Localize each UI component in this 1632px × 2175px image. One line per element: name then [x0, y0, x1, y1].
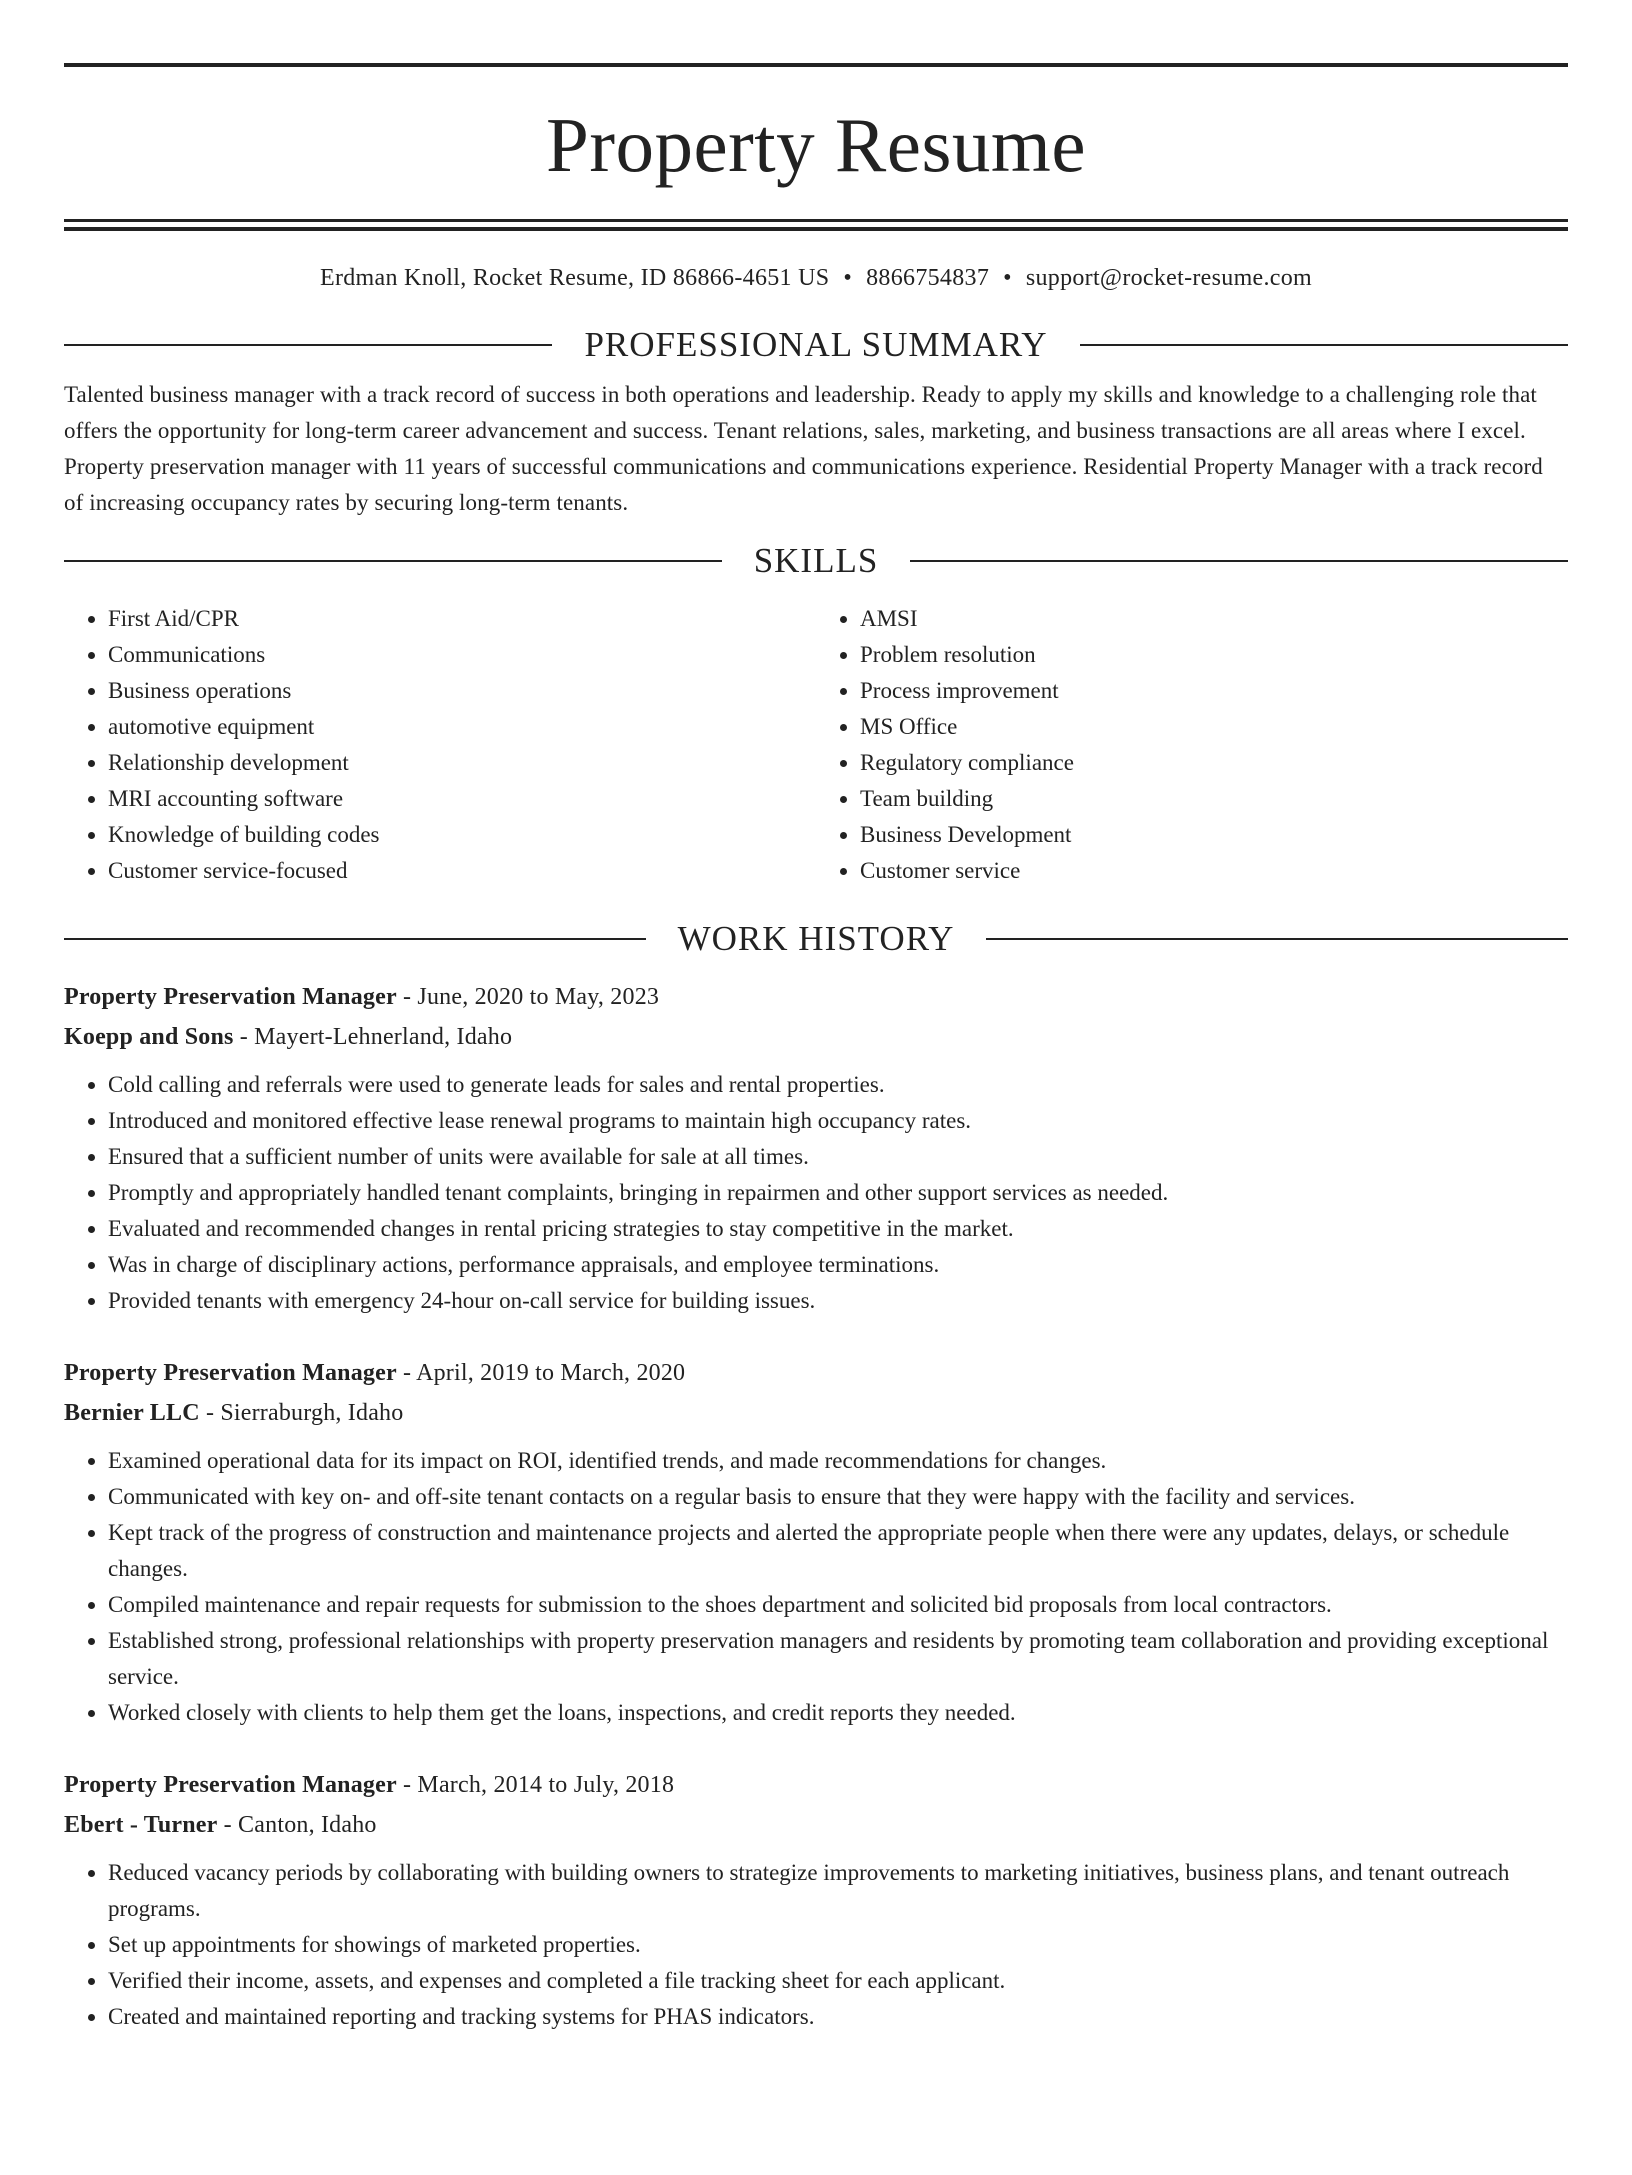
- section-rule: [1080, 344, 1568, 346]
- job-company: Ebert - Turner: [64, 1812, 218, 1838]
- skill-item: • MS Office: [860, 709, 1568, 745]
- job-dates: - June, 2020 to May, 2023: [396, 984, 660, 1010]
- skill-item: • Regulatory compliance: [860, 745, 1568, 781]
- job-entry: [64, 1353, 1568, 1731]
- section-header-skills: [64, 541, 1568, 581]
- contact-separator: •: [1003, 265, 1012, 291]
- job-bullet: • Kept track of the progress of construction and maintenance projects and alerted the appropriate people when there were any updates, delays, or schedule changes.: [108, 1515, 1568, 1587]
- skill-item: • Relationship development: [108, 745, 816, 781]
- skill-item: • Business operations: [108, 673, 816, 709]
- job-bullet: • Ensured that a sufficient number of units were available for sale at all times.: [108, 1139, 1568, 1175]
- skill-item: • MRI accounting software: [108, 781, 816, 817]
- job-entry: [64, 977, 1568, 1319]
- skill-item: • Customer service: [860, 853, 1568, 889]
- resume-page: [0, 63, 1632, 2175]
- section-rule: [64, 344, 552, 346]
- job-bullet: • Verified their income, assets, and expenses and completed a file tracking sheet for each applicant.: [108, 1963, 1568, 1999]
- job-dates: - April, 2019 to March, 2020: [396, 1360, 686, 1386]
- job-bullet: • Provided tenants with emergency 24-hour on-call service for building issues.: [108, 1283, 1568, 1319]
- job-bullet: • Examined operational data for its impact on ROI, identified trends, and made recommendations for changes.: [108, 1443, 1568, 1479]
- skill-item: • Customer service-focused: [108, 853, 816, 889]
- job-location: - Sierraburgh, Idaho: [199, 1400, 404, 1426]
- contact-line: [64, 263, 1568, 293]
- contact-address: Erdman Knoll, Rocket Resume, ID 86866-4651 US: [319, 265, 830, 291]
- top-rule: [64, 63, 1568, 67]
- job-bullet: • Evaluated and recommended changes in rental pricing strategies to stay competitive in the market.: [108, 1211, 1568, 1247]
- skill-item: • Knowledge of building codes: [108, 817, 816, 853]
- job-entry: [64, 1765, 1568, 2035]
- title-double-rule: [64, 219, 1568, 231]
- job-company-line: [64, 1393, 1568, 1433]
- section-title: SKILLS: [753, 541, 879, 580]
- job-company: Bernier LLC: [64, 1400, 200, 1426]
- skills-columns: [64, 601, 1568, 889]
- skill-item: • Problem resolution: [860, 637, 1568, 673]
- section-header-work-history: [64, 919, 1568, 959]
- job-bullets: [64, 1067, 1568, 1319]
- skill-item: • Team building: [860, 781, 1568, 817]
- job-title-line: [64, 977, 1568, 1017]
- job-title: Property Preservation Manager: [64, 1772, 397, 1798]
- job-bullet: • Reduced vacancy periods by collaborating with building owners to strategize improvements to marketing initiatives, business plans, and tenant outreach programs.: [108, 1855, 1568, 1927]
- job-bullet: • Communicated with key on- and off-site tenant contacts on a regular basis to ensure that they were happy with the facility and services.: [108, 1479, 1568, 1515]
- job-bullets: [64, 1443, 1568, 1731]
- contact-separator: •: [843, 265, 853, 291]
- skill-item: • Process improvement: [860, 673, 1568, 709]
- contact-phone: 8866754837: [866, 265, 990, 291]
- job-bullet: • Was in charge of disciplinary actions, performance appraisals, and employee terminations.: [108, 1247, 1568, 1283]
- job-company-line: [64, 1805, 1568, 1845]
- job-bullet: • Created and maintained reporting and tracking systems for PHAS indicators.: [108, 1999, 1568, 2035]
- job-bullet: • Compiled maintenance and repair requests for submission to the shoes department and solicited bid proposals from local contractors.: [108, 1587, 1568, 1623]
- contact-email: support@rocket-resume.com: [1025, 265, 1313, 291]
- skill-item: • automotive equipment: [108, 709, 816, 745]
- skill-item: • Business Development: [860, 817, 1568, 853]
- summary-text: Talented business manager with a track record of success in both operations and leadership. Ready to apply my skills and knowledge to a challenging role that offers the opportunity for long-term career advancement and success. Tenant relations, sales, marketing, and business transactions are all areas where I excel. Property preservation manager with 11 years of successful communications and communications experience. Residential Property Manager with a track record of increasing occupancy rates by securing long-term tenants.: [64, 382, 1543, 515]
- resume-title: Property Resume: [546, 102, 1086, 188]
- job-company: Koepp and Sons: [64, 1024, 234, 1050]
- job-location: - Canton, Idaho: [217, 1812, 377, 1838]
- job-bullet: • Worked closely with clients to help them get the loans, inspections, and credit reports they needed.: [108, 1695, 1568, 1731]
- job-bullet: • Set up appointments for showings of marketed properties.: [108, 1927, 1568, 1963]
- job-title-line: [64, 1353, 1568, 1393]
- job-bullet: • Cold calling and referrals were used to generate leads for sales and rental properties.: [108, 1067, 1568, 1103]
- skill-item: • AMSI: [860, 601, 1568, 637]
- job-bullets: [64, 1855, 1568, 2035]
- skills-list-right: [816, 601, 1568, 889]
- job-title: Property Preservation Manager: [64, 1360, 397, 1386]
- section-rule: [64, 938, 646, 940]
- section-header-summary: [64, 325, 1568, 365]
- section-rule: [986, 938, 1568, 940]
- skill-item: • First Aid/CPR: [108, 601, 816, 637]
- section-rule: [64, 560, 722, 562]
- job-company-line: [64, 1017, 1568, 1057]
- section-rule: [910, 560, 1568, 562]
- job-location: - Mayert-Lehnerland, Idaho: [233, 1024, 513, 1050]
- section-title: WORK HISTORY: [677, 919, 955, 958]
- job-bullet: • Promptly and appropriately handled tenant complaints, bringing in repairmen and other support services as needed.: [108, 1175, 1568, 1211]
- skill-item: • Communications: [108, 637, 816, 673]
- job-dates: - March, 2014 to July, 2018: [396, 1772, 675, 1798]
- job-bullet: • Established strong, professional relationships with property preservation managers and residents by promoting team collaboration and providing exceptional service.: [108, 1623, 1568, 1695]
- section-title: PROFESSIONAL SUMMARY: [584, 325, 1048, 364]
- skills-list-left: [64, 601, 816, 889]
- job-bullet: • Introduced and monitored effective lease renewal programs to maintain high occupancy rates.: [108, 1103, 1568, 1139]
- job-title-line: [64, 1765, 1568, 1805]
- job-title: Property Preservation Manager: [64, 984, 397, 1010]
